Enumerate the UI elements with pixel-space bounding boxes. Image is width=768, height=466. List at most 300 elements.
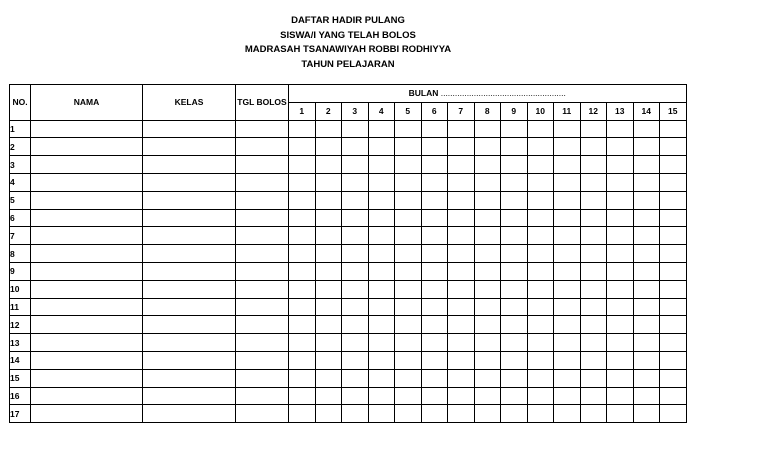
- day-cell: [289, 387, 316, 405]
- tgl-bolos-cell: [236, 156, 289, 174]
- day-cell: [289, 262, 316, 280]
- header-tgl-bolos: TGL BOLOS: [236, 85, 289, 121]
- day-number-header: 3: [342, 102, 369, 120]
- day-cell: [368, 316, 395, 334]
- day-cell: [607, 227, 634, 245]
- day-cell: [527, 369, 554, 387]
- day-cell: [580, 369, 607, 387]
- day-cell: [554, 209, 581, 227]
- tgl-bolos-cell: [236, 173, 289, 191]
- day-cell: [527, 405, 554, 423]
- day-cell: [580, 262, 607, 280]
- day-cell: [501, 227, 528, 245]
- header-kelas: KELAS: [143, 85, 236, 121]
- day-cell: [580, 173, 607, 191]
- nama-cell: [31, 387, 143, 405]
- day-cell: [501, 351, 528, 369]
- day-cell: [527, 280, 554, 298]
- day-cell: [448, 280, 475, 298]
- kelas-cell: [143, 227, 236, 245]
- day-cell: [554, 334, 581, 352]
- day-number-header: 1: [289, 102, 316, 120]
- day-cell: [607, 191, 634, 209]
- nama-cell: [31, 209, 143, 227]
- day-cell: [633, 387, 660, 405]
- day-cell: [421, 316, 448, 334]
- day-cell: [580, 351, 607, 369]
- tgl-bolos-cell: [236, 369, 289, 387]
- day-cell: [633, 227, 660, 245]
- day-cell: [607, 209, 634, 227]
- day-cell: [501, 280, 528, 298]
- day-cell: [501, 191, 528, 209]
- day-number-header: 5: [395, 102, 422, 120]
- day-cell: [395, 334, 422, 352]
- day-cell: [368, 156, 395, 174]
- day-cell: [368, 387, 395, 405]
- day-cell: [474, 387, 501, 405]
- day-cell: [421, 405, 448, 423]
- day-cell: [395, 316, 422, 334]
- row-number-cell: 10: [10, 280, 31, 298]
- day-cell: [289, 405, 316, 423]
- row-number-cell: 11: [10, 298, 31, 316]
- tgl-bolos-cell: [236, 227, 289, 245]
- day-number-header: 10: [527, 102, 554, 120]
- day-cell: [527, 298, 554, 316]
- day-cell: [368, 138, 395, 156]
- day-cell: [474, 334, 501, 352]
- row-number-cell: 12: [10, 316, 31, 334]
- kelas-cell: [143, 262, 236, 280]
- day-cell: [315, 316, 342, 334]
- tgl-bolos-cell: [236, 209, 289, 227]
- table-row: [10, 369, 687, 387]
- day-cell: [448, 245, 475, 263]
- day-cell: [342, 138, 369, 156]
- table-row: [10, 138, 687, 156]
- row-number-cell: 2: [10, 138, 31, 156]
- day-cell: [474, 209, 501, 227]
- kelas-cell: [143, 351, 236, 369]
- day-cell: [633, 138, 660, 156]
- day-cell: [554, 191, 581, 209]
- nama-cell: [31, 156, 143, 174]
- day-cell: [342, 156, 369, 174]
- header-nama: NAMA: [31, 85, 143, 121]
- day-number-header: 4: [368, 102, 395, 120]
- day-cell: [580, 245, 607, 263]
- day-cell: [315, 227, 342, 245]
- day-cell: [368, 245, 395, 263]
- nama-cell: [31, 245, 143, 263]
- day-cell: [580, 387, 607, 405]
- day-cell: [474, 280, 501, 298]
- day-cell: [633, 156, 660, 174]
- nama-cell: [31, 227, 143, 245]
- row-number-cell: 1: [10, 120, 31, 138]
- row-number-cell: 9: [10, 262, 31, 280]
- day-cell: [315, 191, 342, 209]
- day-cell: [421, 298, 448, 316]
- title-line-1: DAFTAR HADIR PULANG: [291, 15, 405, 26]
- day-cell: [633, 316, 660, 334]
- title-line-2: SISWA/I YANG TELAH BOLOS: [280, 29, 416, 41]
- day-cell: [421, 245, 448, 263]
- day-cell: [660, 405, 687, 423]
- day-cell: [607, 316, 634, 334]
- day-cell: [342, 369, 369, 387]
- day-cell: [421, 173, 448, 191]
- day-cell: [633, 405, 660, 423]
- day-cell: [554, 120, 581, 138]
- day-cell: [315, 351, 342, 369]
- day-cell: [527, 334, 554, 352]
- day-cell: [395, 262, 422, 280]
- day-cell: [448, 262, 475, 280]
- day-cell: [607, 138, 634, 156]
- day-cell: [633, 369, 660, 387]
- day-cell: [633, 334, 660, 352]
- day-cell: [474, 262, 501, 280]
- nama-cell: [31, 120, 143, 138]
- day-cell: [527, 120, 554, 138]
- day-cell: [342, 245, 369, 263]
- day-cell: [289, 120, 316, 138]
- day-cell: [448, 209, 475, 227]
- day-cell: [474, 298, 501, 316]
- day-cell: [607, 351, 634, 369]
- day-cell: [342, 387, 369, 405]
- day-cell: [315, 280, 342, 298]
- nama-cell: [31, 369, 143, 387]
- kelas-cell: [143, 191, 236, 209]
- day-cell: [527, 209, 554, 227]
- row-number-cell: 17: [10, 405, 31, 423]
- day-cell: [448, 227, 475, 245]
- day-cell: [580, 156, 607, 174]
- day-cell: [342, 262, 369, 280]
- day-cell: [448, 138, 475, 156]
- day-cell: [501, 173, 528, 191]
- day-cell: [554, 245, 581, 263]
- day-cell: [633, 209, 660, 227]
- row-number-cell: 4: [10, 173, 31, 191]
- day-cell: [342, 298, 369, 316]
- day-cell: [289, 209, 316, 227]
- nama-cell: [31, 138, 143, 156]
- table-row: [10, 316, 687, 334]
- day-cell: [554, 369, 581, 387]
- day-cell: [395, 280, 422, 298]
- day-cell: [342, 280, 369, 298]
- day-cell: [289, 316, 316, 334]
- day-cell: [580, 298, 607, 316]
- kelas-cell: [143, 120, 236, 138]
- table-row: [10, 405, 687, 423]
- day-cell: [474, 227, 501, 245]
- day-cell: [501, 369, 528, 387]
- day-cell: [368, 351, 395, 369]
- kelas-cell: [143, 156, 236, 174]
- attendance-table: [9, 84, 687, 423]
- table-row: [10, 120, 687, 138]
- kelas-cell: [143, 298, 236, 316]
- tgl-bolos-cell: [236, 138, 289, 156]
- day-cell: [501, 405, 528, 423]
- day-number-header: 11: [554, 102, 581, 120]
- day-cell: [315, 298, 342, 316]
- day-cell: [633, 262, 660, 280]
- day-cell: [474, 120, 501, 138]
- document-title: [0, 14, 696, 72]
- day-number-header: 14: [633, 102, 660, 120]
- day-cell: [501, 298, 528, 316]
- day-cell: [395, 387, 422, 405]
- day-cell: [660, 262, 687, 280]
- tgl-bolos-cell: [236, 316, 289, 334]
- day-cell: [527, 387, 554, 405]
- day-cell: [342, 316, 369, 334]
- day-cell: [633, 173, 660, 191]
- day-cell: [660, 209, 687, 227]
- day-cell: [501, 209, 528, 227]
- table-row: [10, 387, 687, 405]
- day-cell: [421, 120, 448, 138]
- day-cell: [421, 156, 448, 174]
- day-cell: [342, 227, 369, 245]
- day-cell: [474, 351, 501, 369]
- day-cell: [474, 316, 501, 334]
- day-cell: [448, 156, 475, 174]
- day-cell: [448, 316, 475, 334]
- day-cell: [554, 280, 581, 298]
- kelas-cell: [143, 334, 236, 352]
- day-cell: [580, 280, 607, 298]
- day-cell: [474, 173, 501, 191]
- day-cell: [527, 138, 554, 156]
- kelas-cell: [143, 369, 236, 387]
- kelas-cell: [143, 387, 236, 405]
- kelas-cell: [143, 280, 236, 298]
- day-cell: [580, 334, 607, 352]
- table-body: [10, 120, 687, 423]
- day-cell: [368, 262, 395, 280]
- kelas-cell: [143, 245, 236, 263]
- day-cell: [289, 156, 316, 174]
- day-cell: [315, 369, 342, 387]
- day-cell: [448, 405, 475, 423]
- bulan-fill-line: .....................................................: [440, 88, 566, 99]
- row-number-cell: 14: [10, 351, 31, 369]
- day-cell: [368, 334, 395, 352]
- day-cell: [474, 138, 501, 156]
- day-cell: [554, 298, 581, 316]
- day-cell: [660, 351, 687, 369]
- nama-cell: [31, 280, 143, 298]
- day-cell: [580, 209, 607, 227]
- day-number-header: 7: [448, 102, 475, 120]
- day-cell: [607, 120, 634, 138]
- day-cell: [554, 262, 581, 280]
- day-cell: [580, 191, 607, 209]
- day-cell: [315, 387, 342, 405]
- day-cell: [395, 227, 422, 245]
- day-cell: [660, 245, 687, 263]
- day-cell: [501, 138, 528, 156]
- day-cell: [395, 298, 422, 316]
- day-cell: [395, 191, 422, 209]
- day-cell: [448, 369, 475, 387]
- day-cell: [368, 120, 395, 138]
- day-cell: [289, 191, 316, 209]
- table-row: [10, 262, 687, 280]
- nama-cell: [31, 298, 143, 316]
- day-cell: [342, 334, 369, 352]
- day-cell: [289, 298, 316, 316]
- day-cell: [607, 369, 634, 387]
- day-cell: [527, 316, 554, 334]
- day-cell: [527, 351, 554, 369]
- kelas-cell: [143, 316, 236, 334]
- tgl-bolos-cell: [236, 405, 289, 423]
- table-row: [10, 280, 687, 298]
- day-cell: [607, 334, 634, 352]
- day-cell: [315, 173, 342, 191]
- day-cell: [633, 191, 660, 209]
- day-cell: [580, 138, 607, 156]
- day-cell: [421, 369, 448, 387]
- nama-cell: [31, 334, 143, 352]
- day-cell: [527, 191, 554, 209]
- table-row: [10, 156, 687, 174]
- day-cell: [289, 138, 316, 156]
- day-cell: [315, 405, 342, 423]
- day-cell: [421, 351, 448, 369]
- day-cell: [342, 191, 369, 209]
- tgl-bolos-cell: [236, 334, 289, 352]
- day-cell: [501, 262, 528, 280]
- tgl-bolos-cell: [236, 351, 289, 369]
- day-cell: [368, 298, 395, 316]
- day-cell: [421, 334, 448, 352]
- day-cell: [633, 120, 660, 138]
- day-cell: [448, 387, 475, 405]
- day-cell: [501, 316, 528, 334]
- day-cell: [474, 191, 501, 209]
- day-cell: [527, 245, 554, 263]
- day-cell: [368, 173, 395, 191]
- day-number-header: 8: [474, 102, 501, 120]
- row-number-cell: 7: [10, 227, 31, 245]
- day-cell: [474, 369, 501, 387]
- day-cell: [501, 334, 528, 352]
- day-cell: [421, 209, 448, 227]
- row-number-cell: 3: [10, 156, 31, 174]
- day-cell: [421, 138, 448, 156]
- day-cell: [342, 209, 369, 227]
- nama-cell: [31, 351, 143, 369]
- day-cell: [421, 227, 448, 245]
- day-cell: [660, 191, 687, 209]
- day-cell: [607, 405, 634, 423]
- day-cell: [527, 227, 554, 245]
- day-cell: [395, 351, 422, 369]
- day-cell: [554, 405, 581, 423]
- day-cell: [448, 334, 475, 352]
- nama-cell: [31, 262, 143, 280]
- day-number-header: 2: [315, 102, 342, 120]
- day-cell: [342, 120, 369, 138]
- day-cell: [448, 351, 475, 369]
- row-number-cell: 6: [10, 209, 31, 227]
- day-cell: [368, 191, 395, 209]
- day-cell: [660, 387, 687, 405]
- row-number-cell: 13: [10, 334, 31, 352]
- day-cell: [448, 298, 475, 316]
- day-cell: [554, 227, 581, 245]
- kelas-cell: [143, 405, 236, 423]
- header-bulan: [289, 85, 687, 103]
- bulan-label: BULAN: [408, 88, 439, 99]
- tgl-bolos-cell: [236, 262, 289, 280]
- row-number-cell: 15: [10, 369, 31, 387]
- day-cell: [501, 245, 528, 263]
- day-cell: [395, 369, 422, 387]
- day-cell: [289, 245, 316, 263]
- tgl-bolos-cell: [236, 191, 289, 209]
- day-cell: [368, 209, 395, 227]
- day-cell: [554, 138, 581, 156]
- day-cell: [660, 156, 687, 174]
- day-cell: [368, 405, 395, 423]
- day-cell: [474, 405, 501, 423]
- nama-cell: [31, 405, 143, 423]
- day-cell: [289, 173, 316, 191]
- day-cell: [315, 245, 342, 263]
- day-cell: [580, 120, 607, 138]
- day-cell: [660, 227, 687, 245]
- day-cell: [554, 156, 581, 174]
- day-cell: [607, 156, 634, 174]
- day-cell: [607, 387, 634, 405]
- day-cell: [554, 351, 581, 369]
- day-cell: [580, 227, 607, 245]
- tgl-bolos-cell: [236, 120, 289, 138]
- table-row: [10, 351, 687, 369]
- day-cell: [633, 351, 660, 369]
- day-cell: [607, 245, 634, 263]
- day-cell: [368, 280, 395, 298]
- table-row: [10, 173, 687, 191]
- day-cell: [448, 191, 475, 209]
- day-cell: [395, 138, 422, 156]
- nama-cell: [31, 316, 143, 334]
- day-cell: [660, 280, 687, 298]
- day-cell: [660, 316, 687, 334]
- day-cell: [342, 173, 369, 191]
- day-number-header: 13: [607, 102, 634, 120]
- day-cell: [554, 173, 581, 191]
- row-number-cell: 8: [10, 245, 31, 263]
- day-cell: [607, 262, 634, 280]
- tgl-bolos-cell: [236, 298, 289, 316]
- row-number-cell: 16: [10, 387, 31, 405]
- header-row-top: [10, 85, 687, 103]
- day-cell: [660, 298, 687, 316]
- day-cell: [660, 138, 687, 156]
- day-cell: [554, 316, 581, 334]
